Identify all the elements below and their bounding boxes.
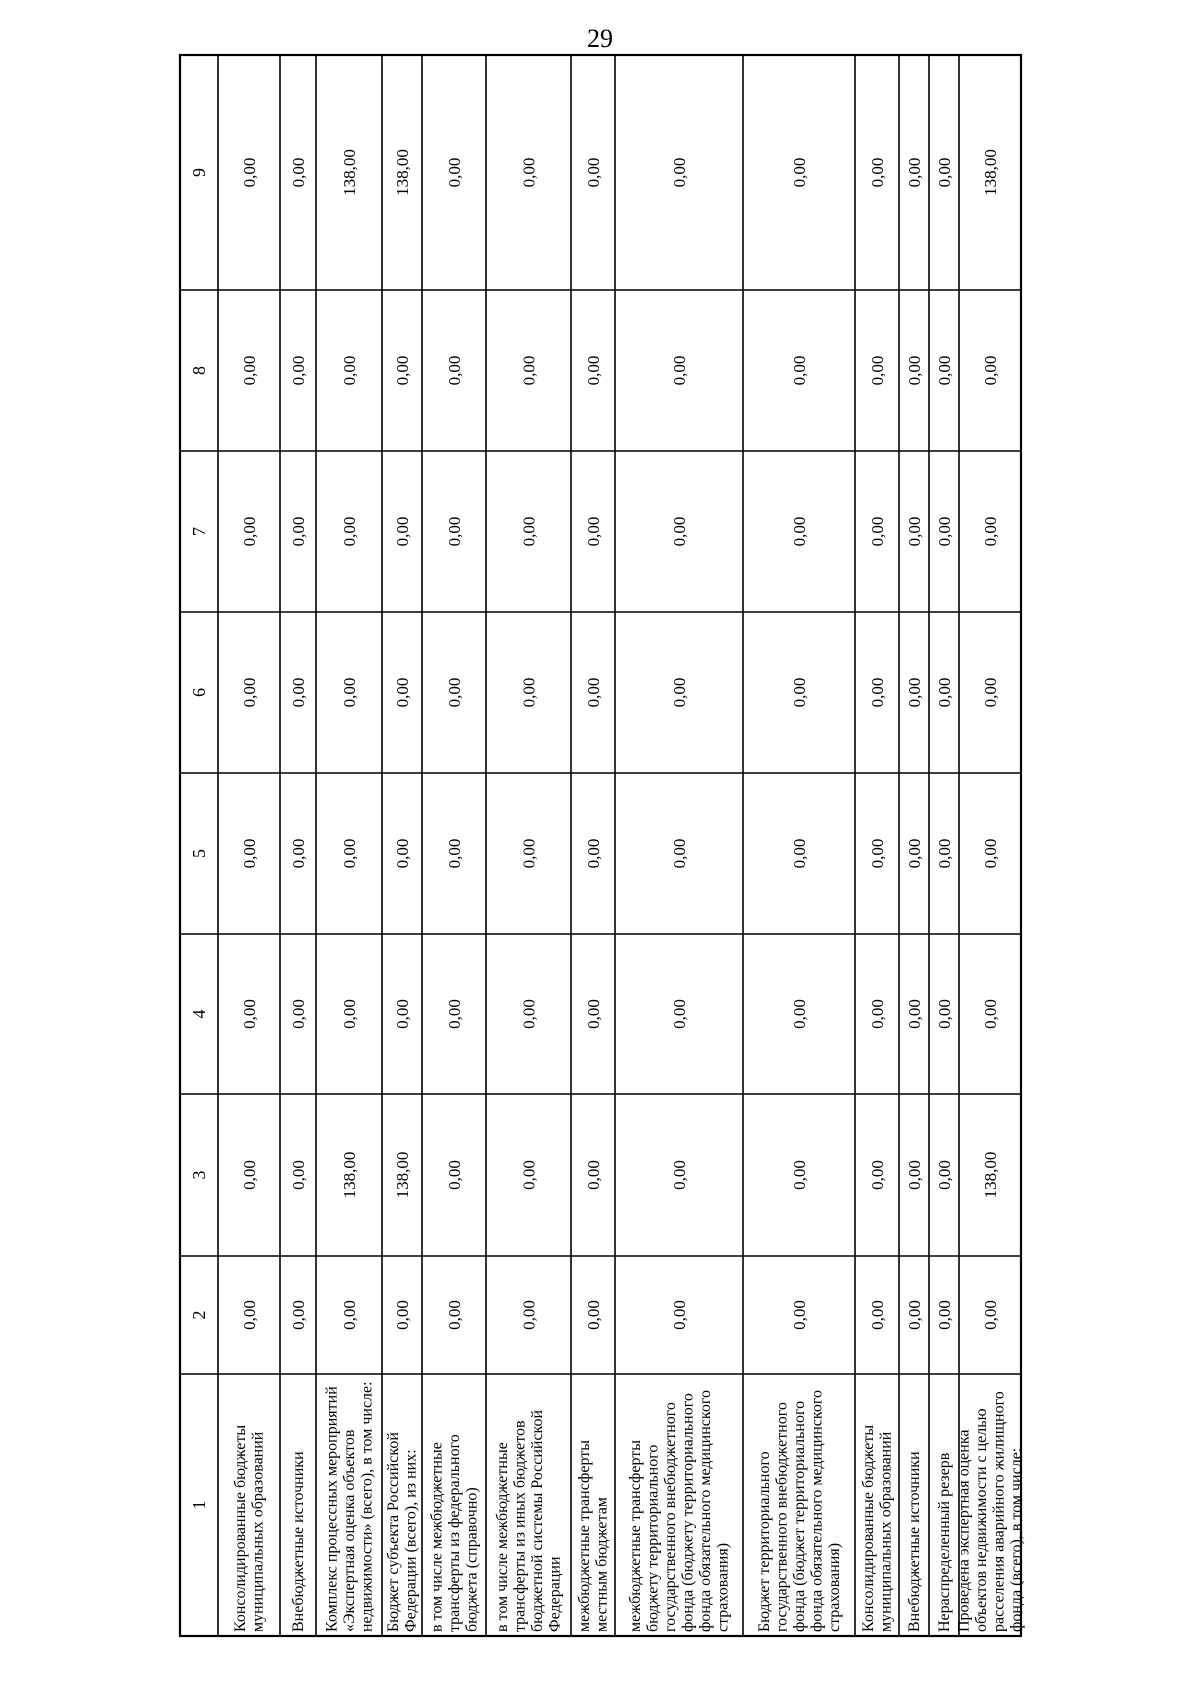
cell-value: 0,00 <box>981 999 1000 1029</box>
cell-value: 0,00 <box>905 677 924 708</box>
cell-value: 0,00 <box>584 999 603 1029</box>
cell-value: 0,00 <box>935 999 954 1029</box>
cell-value: 0,00 <box>289 1300 308 1330</box>
cell-value: 0,00 <box>790 157 809 188</box>
cell-value: 0,00 <box>905 838 924 869</box>
cell-value: 0,00 <box>868 677 887 708</box>
cell-value: 0,00 <box>289 1160 308 1190</box>
row-label: Внебюджетные источники <box>905 1451 923 1632</box>
cell-value: 0,00 <box>519 1160 539 1190</box>
cell-value: 0,00 <box>790 838 809 869</box>
row-label: Бюджет территориальногогосударственного внебюджетногофонда (бюджет территориальногофонда обязательного медицинскогострахования) <box>755 1389 843 1632</box>
row-label: Консолидированные бюджетымуниципальных образований <box>232 1424 267 1632</box>
row-label: межбюджетные трансфертыместным бюджетам <box>576 1440 611 1632</box>
cell-value: 0,00 <box>584 1160 603 1190</box>
cell-value: 0,00 <box>670 1160 689 1190</box>
cell-value: 0,00 <box>935 355 954 386</box>
cell-value: 0,00 <box>584 516 603 547</box>
cell-value: 0,00 <box>393 999 412 1029</box>
cell-value: 0,00 <box>584 157 603 188</box>
cell-value: 0,00 <box>981 677 1000 708</box>
cell-value: 0,00 <box>905 355 924 386</box>
cell-value: 0,00 <box>289 999 308 1029</box>
cell-value: 0,00 <box>393 355 412 386</box>
cell-value: 0,00 <box>935 516 954 547</box>
row-label: Бюджет субъекта РоссийскойФедерации (всего), из них: <box>385 1432 420 1632</box>
cell-value: 0,00 <box>340 516 359 547</box>
column-header: 7 <box>189 527 209 536</box>
cell-value: 0,00 <box>340 838 359 869</box>
cell-value: 0,00 <box>289 838 308 869</box>
cell-value: 0,00 <box>584 355 603 386</box>
column-header: 6 <box>189 688 209 697</box>
cell-value: 0,00 <box>670 355 689 386</box>
cell-value: 0,00 <box>935 677 954 708</box>
cell-value: 0,00 <box>981 1300 1000 1330</box>
cell-value: 0,00 <box>393 1300 412 1330</box>
cell-value: 138,00 <box>393 149 412 196</box>
cell-value: 0,00 <box>868 355 887 386</box>
cell-value: 0,00 <box>935 1160 954 1190</box>
row-label: в том числе межбюджетныетрансферты из иных бюджетовбюджетной системы РоссийскойФедерации <box>494 1409 564 1632</box>
row-label: Нераспределенный резерв <box>935 1452 953 1632</box>
column-header: 3 <box>189 1170 209 1180</box>
cell-value: 0,00 <box>445 838 464 869</box>
cell-value: 0,00 <box>240 1160 259 1190</box>
cell-value: 0,00 <box>393 677 412 708</box>
cell-value: 0,00 <box>519 1300 539 1330</box>
cell-value: 0,00 <box>289 157 308 188</box>
cell-value: 0,00 <box>868 157 887 188</box>
cell-value: 0,00 <box>905 999 924 1029</box>
cell-value: 0,00 <box>445 677 464 708</box>
cell-value: 0,00 <box>790 1160 809 1190</box>
cell-value: 138,00 <box>981 149 1000 196</box>
cell-value: 0,00 <box>868 516 887 547</box>
cell-value: 0,00 <box>790 516 809 547</box>
row-label: межбюджетные трансфертыбюджету территориальногогосударственного внебюджетногофонда (бюджету территориальногофонда обязательного медицинскогострахования) <box>627 1389 732 1632</box>
cell-value: 0,00 <box>981 516 1000 547</box>
cell-value: 0,00 <box>340 1300 359 1330</box>
cell-value: 0,00 <box>519 999 539 1029</box>
cell-value: 138,00 <box>340 149 359 196</box>
row-label: Проведена экспертная оценкаобъектов недвижимости с цельюрасселения аварийного жилищногофонда (всего), в том числе: <box>955 1391 1025 1632</box>
cell-value: 0,00 <box>289 677 308 708</box>
cell-value: 0,00 <box>868 999 887 1029</box>
cell-value: 0,00 <box>670 999 689 1029</box>
row-label: Внебюджетные источники <box>289 1451 307 1632</box>
column-header: 9 <box>189 168 209 177</box>
cell-value: 0,00 <box>935 157 954 188</box>
cell-value: 0,00 <box>868 1160 887 1190</box>
cell-value: 0,00 <box>905 1160 924 1190</box>
cell-value: 0,00 <box>981 355 1000 386</box>
column-header: 5 <box>189 849 209 858</box>
cell-value: 0,00 <box>240 1300 259 1330</box>
row-label: Консолидированные бюджетымуниципальных образований <box>860 1424 895 1632</box>
cell-value: 0,00 <box>445 999 464 1029</box>
cell-value: 0,00 <box>393 516 412 547</box>
cell-value: 0,00 <box>519 838 539 869</box>
cell-value: 0,00 <box>445 516 464 547</box>
cell-value: 0,00 <box>790 677 809 708</box>
cell-value: 0,00 <box>445 1160 464 1190</box>
cell-value: 0,00 <box>790 355 809 386</box>
cell-value: 138,00 <box>393 1151 412 1199</box>
cell-value: 0,00 <box>519 516 539 547</box>
cell-value: 0,00 <box>519 355 539 386</box>
cell-value: 0,00 <box>445 1300 464 1330</box>
column-header: 1 <box>189 1500 209 1510</box>
cell-value: 0,00 <box>340 677 359 708</box>
cell-value: 0,00 <box>981 838 1000 869</box>
row-label: в том числе межбюджетныетрансферты из федеральногобюджета (справочно) <box>428 1434 481 1632</box>
cell-value: 0,00 <box>240 999 259 1029</box>
cell-value: 0,00 <box>790 1300 809 1330</box>
column-header: 2 <box>189 1310 209 1320</box>
cell-value: 0,00 <box>445 355 464 386</box>
cell-value: 0,00 <box>289 355 308 386</box>
cell-value: 0,00 <box>868 838 887 869</box>
cell-value: 0,00 <box>670 838 689 869</box>
cell-value: 0,00 <box>868 1300 887 1330</box>
cell-value: 0,00 <box>340 999 359 1029</box>
cell-value: 0,00 <box>289 516 308 547</box>
cell-value: 0,00 <box>240 355 259 386</box>
cell-value: 0,00 <box>670 516 689 547</box>
cell-value: 0,00 <box>240 516 259 547</box>
cell-value: 0,00 <box>340 355 359 386</box>
cell-value: 0,00 <box>905 157 924 188</box>
cell-value: 0,00 <box>584 1300 603 1330</box>
cell-value: 0,00 <box>240 838 259 869</box>
cell-value: 0,00 <box>445 157 464 188</box>
cell-value: 0,00 <box>240 157 259 188</box>
cell-value: 0,00 <box>670 157 689 188</box>
row-label: Комплекс процессных мероприятий«Экспертная оценка объектовнедвижимости» (всего), в том числе: <box>323 1381 376 1632</box>
cell-value: 0,00 <box>935 1300 954 1330</box>
cell-value: 0,00 <box>519 157 539 188</box>
cell-value: 0,00 <box>519 677 539 708</box>
page-number: 29 <box>587 24 613 53</box>
cell-value: 138,00 <box>340 1151 359 1199</box>
cell-value: 138,00 <box>981 1151 1000 1199</box>
cell-value: 0,00 <box>670 677 689 708</box>
cell-value: 0,00 <box>584 838 603 869</box>
cell-value: 0,00 <box>935 838 954 869</box>
cell-value: 0,00 <box>905 1300 924 1330</box>
table-group <box>180 55 1025 1636</box>
column-header: 8 <box>189 366 209 375</box>
cell-value: 0,00 <box>393 838 412 869</box>
cell-value: 0,00 <box>790 999 809 1029</box>
cell-value: 0,00 <box>905 516 924 547</box>
column-header: 4 <box>189 1009 209 1019</box>
cell-value: 0,00 <box>670 1300 689 1330</box>
cell-value: 0,00 <box>584 677 603 708</box>
cell-value: 0,00 <box>240 677 259 708</box>
